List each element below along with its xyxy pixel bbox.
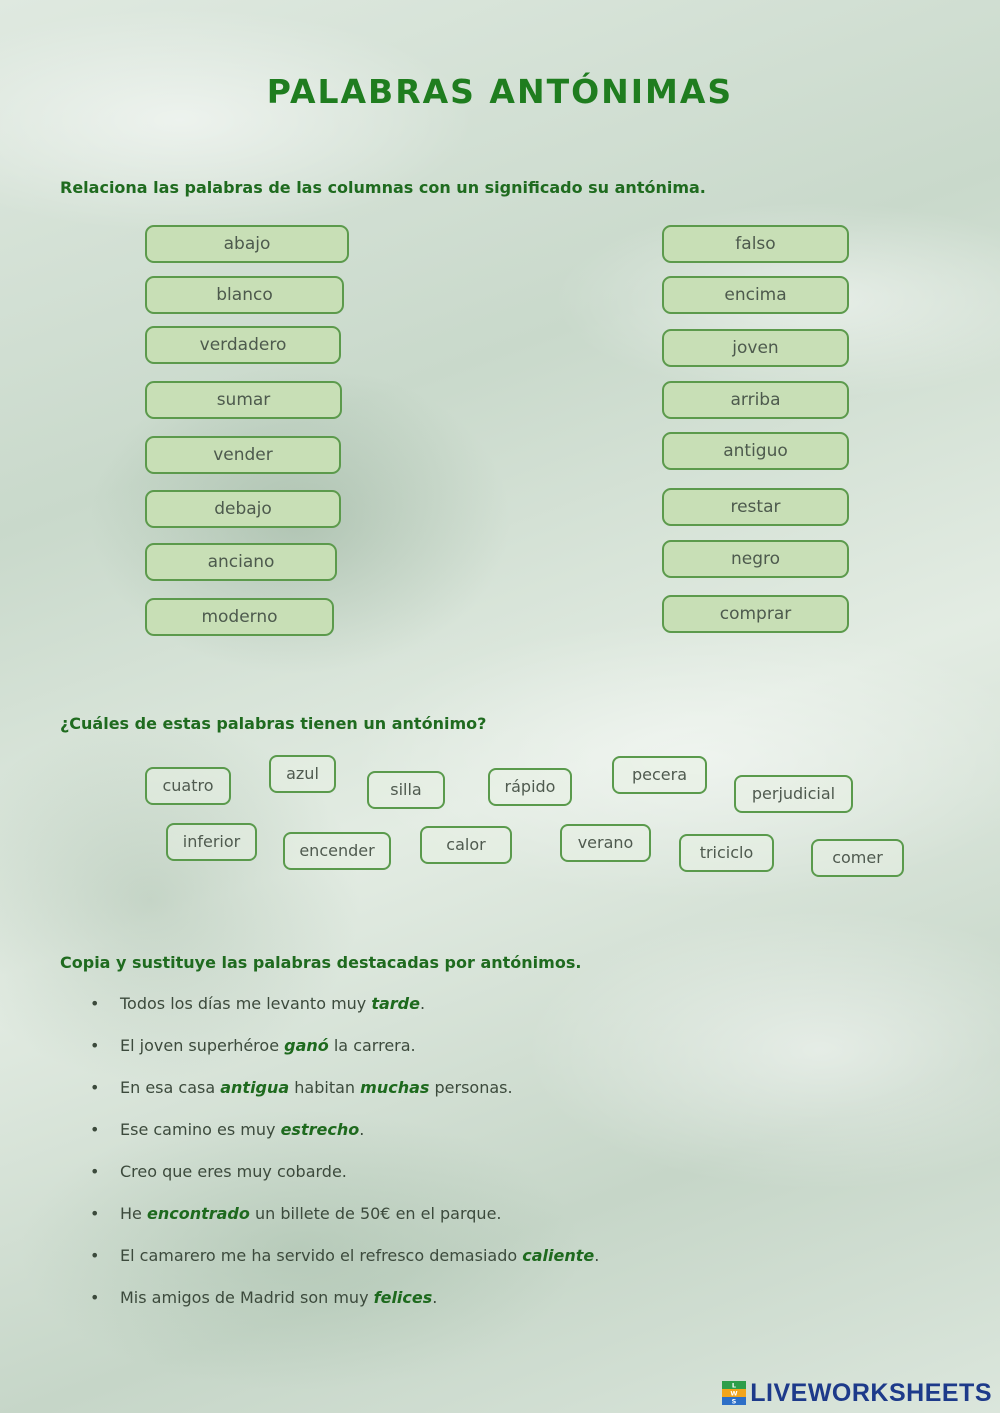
sentence-item: • El camarero me ha servido el refresco demasiado caliente. <box>90 1246 600 1265</box>
word-chip[interactable]: verano <box>560 824 651 862</box>
highlighted-word: ganó <box>284 1036 329 1055</box>
match-right-word[interactable]: arriba <box>662 381 849 419</box>
highlighted-word: felices <box>373 1288 433 1307</box>
word-chip[interactable]: silla <box>367 771 445 809</box>
match-left-word[interactable]: verdadero <box>145 326 341 364</box>
word-chip[interactable]: azul <box>269 755 336 793</box>
word-chip[interactable]: rápido <box>488 768 572 806</box>
sentence-text: Creo que eres muy cobarde. <box>120 1162 347 1181</box>
sentence-text: Todos los días me levanto muy <box>120 994 372 1013</box>
highlighted-word: estrecho <box>280 1120 360 1139</box>
match-left-word[interactable]: debajo <box>145 490 341 528</box>
page-title: PALABRAS ANTÓNIMAS <box>266 72 734 111</box>
liveworksheets-badge-icon <box>722 1381 746 1405</box>
liveworksheets-logo <box>722 1379 992 1407</box>
sentence-item: • Ese camino es muy estrecho. <box>90 1120 365 1139</box>
svg-text:S: S <box>731 1397 737 1405</box>
sentence-text: . <box>432 1288 438 1307</box>
instruction-replace: Copia y sustituye las palabras destacadas por antónimos. <box>60 953 582 972</box>
sentence-text: El camarero me ha servido el refresco demasiado <box>120 1246 523 1265</box>
sentence-text: un billete de 50€ en el parque. <box>249 1204 502 1223</box>
word-chip[interactable]: inferior <box>166 823 257 861</box>
sentence-text: personas. <box>429 1078 513 1097</box>
word-chip[interactable]: pecera <box>612 756 707 794</box>
match-left-word[interactable]: abajo <box>145 225 349 263</box>
sentence-text: He <box>120 1204 147 1223</box>
sentence-item: • Mis amigos de Madrid son muy felices. <box>90 1288 438 1307</box>
highlighted-word: caliente <box>522 1246 595 1265</box>
sentence-text: En esa casa <box>120 1078 221 1097</box>
sentence-list <box>90 992 599 1328</box>
svg-text:W: W <box>730 1389 738 1398</box>
match-left-word[interactable]: sumar <box>145 381 342 419</box>
sentence-text: Ese camino es muy <box>120 1120 281 1139</box>
match-right-word[interactable]: falso <box>662 225 849 263</box>
highlighted-word: tarde <box>371 994 420 1013</box>
match-left-word[interactable]: blanco <box>145 276 344 314</box>
match-left-word[interactable]: vender <box>145 436 341 474</box>
instruction-antonym-check: ¿Cuáles de estas palabras tienen un antónimo? <box>60 714 487 733</box>
word-chip[interactable]: triciclo <box>679 834 774 872</box>
liveworksheets-wordmark: LIVEWORKSHEETS <box>750 1378 992 1407</box>
sentence-text: la carrera. <box>328 1036 416 1055</box>
word-chip[interactable]: calor <box>420 826 512 864</box>
sentence-text: . <box>419 994 426 1013</box>
match-right-word[interactable]: encima <box>662 276 849 314</box>
word-chip[interactable]: cuatro <box>145 767 231 805</box>
instruction-matching: Relaciona las palabras de las columnas con un significado su antónima. <box>60 178 706 197</box>
sentence-text: El joven superhéroe <box>120 1036 285 1055</box>
match-right-word[interactable]: antiguo <box>662 432 849 470</box>
match-right-word[interactable]: joven <box>662 329 849 367</box>
highlighted-word: encontrado <box>146 1204 250 1223</box>
sentence-item: • Creo que eres muy cobarde. <box>90 1162 347 1181</box>
word-chip[interactable]: encender <box>283 832 391 870</box>
match-right-word[interactable]: comprar <box>662 595 849 633</box>
match-left-word[interactable]: moderno <box>145 598 334 636</box>
sentence-text: . <box>594 1246 600 1265</box>
svg-text:L: L <box>732 1381 737 1390</box>
sentence-text: . <box>359 1120 365 1139</box>
sentence-text: habitan <box>289 1078 361 1097</box>
match-left-word[interactable]: anciano <box>145 543 337 581</box>
match-right-word[interactable]: restar <box>662 488 849 526</box>
match-right-word[interactable]: negro <box>662 540 849 578</box>
sentence-text: Mis amigos de Madrid son muy <box>120 1288 374 1307</box>
highlighted-word: antigua <box>220 1078 290 1097</box>
word-chip[interactable]: comer <box>811 839 904 877</box>
sentence-item: • En esa casa antigua habitan muchas personas. <box>90 1078 513 1097</box>
word-chip[interactable]: perjudicial <box>734 775 853 813</box>
sentence-item: • Todos los días me levanto muy tarde. <box>90 994 426 1013</box>
sentence-item: • He encontrado un billete de 50€ en el parque. <box>90 1204 502 1223</box>
sentence-item: • El joven superhéroe ganó la carrera. <box>90 1036 416 1055</box>
highlighted-word: muchas <box>360 1078 430 1097</box>
